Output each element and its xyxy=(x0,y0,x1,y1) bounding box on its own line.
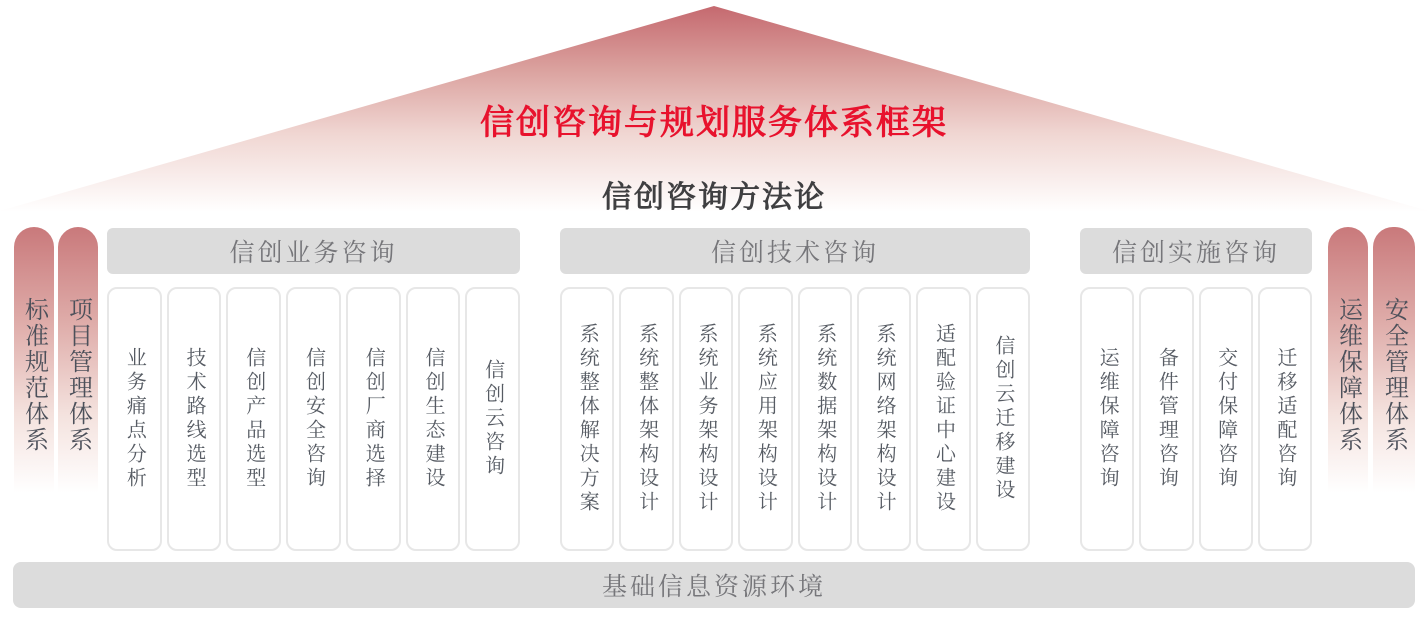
service-item-card xyxy=(857,287,911,551)
pillar-project-management-system xyxy=(58,227,98,551)
pillar-security-management-system xyxy=(1373,227,1415,551)
service-item-card xyxy=(738,287,792,551)
service-item-label: 交付保障咨询 xyxy=(1214,347,1237,491)
pillar-label: 标准规范体系 xyxy=(20,297,48,453)
service-item-card xyxy=(406,287,461,551)
service-item-card xyxy=(286,287,341,551)
pillar-standards-system xyxy=(14,227,54,551)
pillar-label: 项目管理体系 xyxy=(64,297,92,453)
service-item-label: 信创厂商选择 xyxy=(362,347,385,491)
service-item-label: 备件管理咨询 xyxy=(1155,347,1178,491)
service-item-card xyxy=(1199,287,1253,551)
service-item-label: 运维保障咨询 xyxy=(1096,347,1119,491)
pillar-operations-support-system xyxy=(1328,227,1368,551)
service-item-label: 技术路线选型 xyxy=(183,347,206,491)
service-item-label: 系统数据架构设计 xyxy=(813,323,836,515)
service-item-card xyxy=(1080,287,1134,551)
methodology-title: 信创咨询方法论 xyxy=(602,181,826,214)
service-item-card xyxy=(1139,287,1193,551)
page-title: 信创咨询与规划服务体系框架 xyxy=(480,104,948,142)
service-item-card xyxy=(679,287,733,551)
section-header-implementation-consulting: 信创实施咨询 xyxy=(1080,228,1312,274)
service-item-label: 信创生态建设 xyxy=(421,347,444,491)
service-item-card xyxy=(1258,287,1312,551)
service-item-label: 业务痛点分析 xyxy=(123,347,146,491)
service-item-label: 系统整体解决方案 xyxy=(576,323,599,515)
service-item-card xyxy=(798,287,852,551)
section-header-business-consulting: 信创业务咨询 xyxy=(107,228,520,274)
service-item-label: 信创安全咨询 xyxy=(302,347,325,491)
pillar-label: 运维保障体系 xyxy=(1334,297,1362,453)
service-item-label: 迁移适配咨询 xyxy=(1273,347,1296,491)
service-item-label: 系统网络架构设计 xyxy=(873,323,896,515)
service-item-card xyxy=(465,287,520,551)
service-item-card xyxy=(619,287,673,551)
service-item-card xyxy=(916,287,970,551)
service-item-card xyxy=(976,287,1030,551)
service-item-card xyxy=(346,287,401,551)
section-header-technical-consulting: 信创技术咨询 xyxy=(560,228,1030,274)
foundation-environment-bar: 基础信息资源环境 xyxy=(13,562,1415,608)
service-item-label: 信创云咨询 xyxy=(481,359,504,479)
service-item-label: 信创产品选型 xyxy=(242,347,265,491)
service-item-label: 适配验证中心建设 xyxy=(932,323,955,515)
pillar-label: 安全管理体系 xyxy=(1380,297,1408,453)
service-item-label: 系统业务架构设计 xyxy=(694,323,717,515)
service-item-card xyxy=(167,287,222,551)
service-item-card xyxy=(226,287,281,551)
service-item-card xyxy=(560,287,614,551)
card-row-implementation xyxy=(1080,287,1312,551)
service-item-label: 系统整体架构设计 xyxy=(635,323,658,515)
card-row-business xyxy=(107,287,520,551)
service-item-label: 系统应用架构设计 xyxy=(754,323,777,515)
service-item-label: 信创云迁移建设 xyxy=(991,335,1014,503)
service-item-card xyxy=(107,287,162,551)
card-row-technical xyxy=(560,287,1030,551)
